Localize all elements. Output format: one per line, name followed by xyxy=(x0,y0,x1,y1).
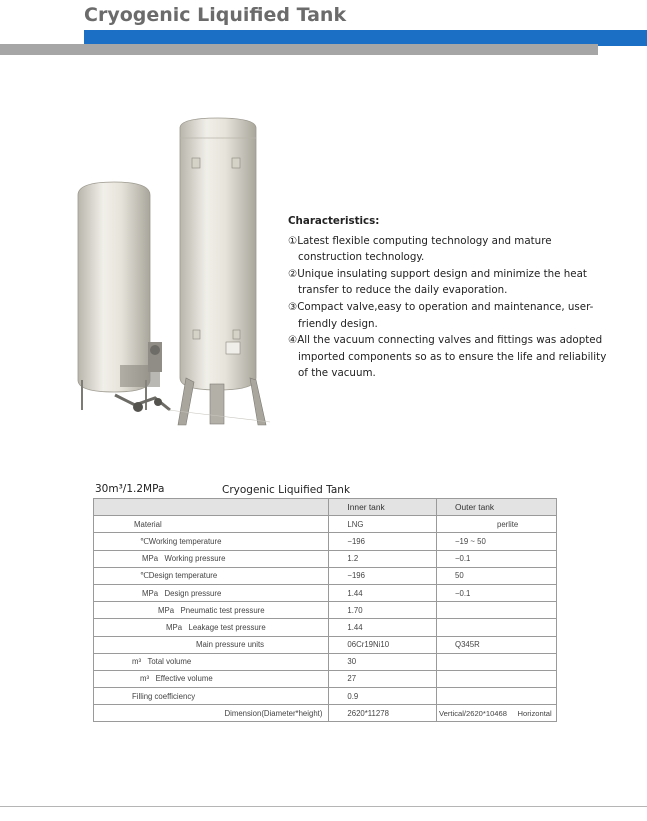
page-title: Cryogenic Liquified Tank xyxy=(84,4,347,26)
table-row xyxy=(94,602,557,619)
bottom-divider xyxy=(0,806,647,807)
spec-table-header xyxy=(94,499,557,516)
header-gray-band xyxy=(0,44,598,55)
table-row xyxy=(94,584,557,601)
table-row xyxy=(94,670,557,687)
inner-tank-value: 06Cr19Ni10 xyxy=(329,636,437,653)
inner-tank-value: LNG xyxy=(329,516,437,533)
row-label: MPa Design pressure xyxy=(94,584,329,601)
inner-tank-value: 0.9 xyxy=(329,688,437,705)
outer-tank-value: Q345R xyxy=(437,636,557,653)
inner-tank-value: −196 xyxy=(329,533,437,550)
outer-tank-value: −19 ~ 50 xyxy=(437,533,557,550)
row-label: Dimension(Diameter*height) xyxy=(94,705,329,722)
row-label: m³ Effective volume xyxy=(94,670,329,687)
characteristic-item: ④All the vacuum connecting valves and fittings was adopted imported components so as to ensure the life and reliability of the vacuum. xyxy=(288,334,607,380)
spec-caption-title: Cryogenic Liquified Tank xyxy=(222,484,351,496)
outer-tank-value: 50 xyxy=(437,567,557,584)
row-label: ℃Working temperature xyxy=(94,533,329,550)
outer-tank-value xyxy=(437,653,557,670)
inner-tank-value: −196 xyxy=(329,567,437,584)
table-row xyxy=(94,567,557,584)
characteristic-item: ②Unique insulating support design and minimize the heat transfer to reduce the daily evaporation. xyxy=(288,267,587,297)
outer-tank-value: Vertical/2620*10468 Horizontal xyxy=(437,705,557,722)
table-row xyxy=(94,636,557,653)
row-label: Filling coefficiency xyxy=(94,688,329,705)
spec-table xyxy=(93,498,557,722)
outer-tank-value: −0.1 xyxy=(437,584,557,601)
table-row xyxy=(94,705,557,722)
inner-tank-value: 1.44 xyxy=(329,619,437,636)
row-label: MPa Leakage test pressure xyxy=(94,619,329,636)
table-row xyxy=(94,688,557,705)
inner-tank-value: 1.2 xyxy=(329,550,437,567)
characteristic-item: ③Compact valve,easy to operation and maintenance, user-friendly design. xyxy=(288,300,594,330)
inner-tank-value: 2620*11278 xyxy=(329,705,437,722)
table-row xyxy=(94,619,557,636)
outer-tank-value: perlite xyxy=(437,516,557,533)
spec-caption-model: 30m³/1.2MPa xyxy=(95,483,165,495)
row-label: ℃Design temperature xyxy=(94,567,329,584)
outer-tank-value xyxy=(437,688,557,705)
outer-tank-value xyxy=(437,670,557,687)
header-cell xyxy=(94,499,329,516)
header-cell: Outer tank xyxy=(437,499,557,516)
header-cell: Inner tank xyxy=(329,499,437,516)
row-label: MPa Working pressure xyxy=(94,550,329,567)
outer-tank-value xyxy=(437,619,557,636)
characteristic-item: ①Latest flexible computing technology and mature construction technology. xyxy=(288,234,552,264)
table-row xyxy=(94,653,557,670)
outer-tank-value xyxy=(437,602,557,619)
row-label: m³ Total volume xyxy=(94,653,329,670)
inner-tank-value: 30 xyxy=(329,653,437,670)
table-row xyxy=(94,550,557,567)
tank-photo xyxy=(60,110,285,435)
row-label: Main pressure units xyxy=(94,636,329,653)
table-row xyxy=(94,516,557,533)
inner-tank-value: 1.70 xyxy=(329,602,437,619)
row-label: MPa Pneumatic test pressure xyxy=(94,602,329,619)
table-row xyxy=(94,533,557,550)
inner-tank-value: 1.44 xyxy=(329,584,437,601)
characteristics-block xyxy=(288,213,618,382)
inner-tank-value: 27 xyxy=(329,670,437,687)
characteristics-heading: Characteristics: xyxy=(288,215,380,227)
outer-tank-value: −0.1 xyxy=(437,550,557,567)
row-label: Material xyxy=(94,516,329,533)
